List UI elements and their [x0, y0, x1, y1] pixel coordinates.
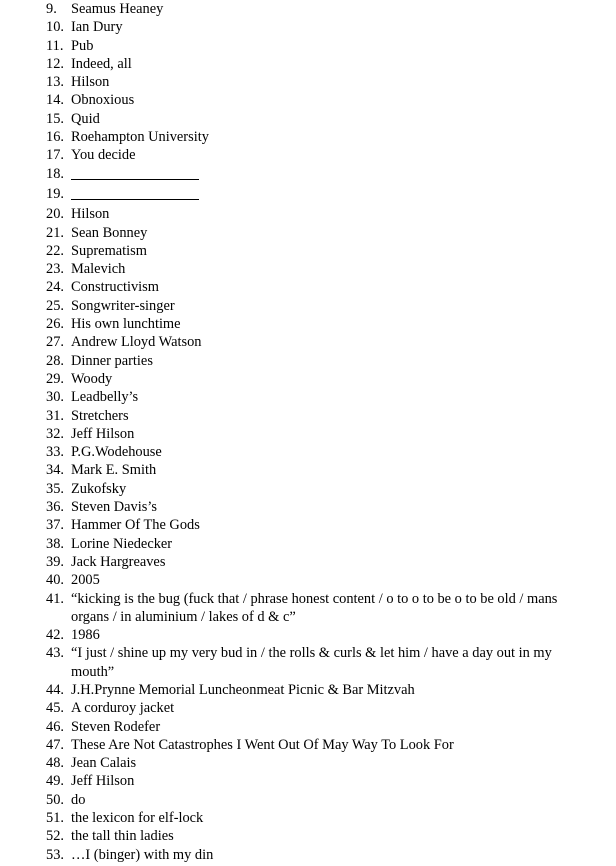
list-item	[0, 590, 616, 627]
item-text: Seamus Heaney	[71, 1, 164, 17]
item-number: 25.	[46, 297, 64, 314]
item-number: 24.	[46, 279, 64, 296]
list-item	[0, 772, 616, 790]
item-number: 45.	[46, 700, 64, 717]
blank-line	[71, 165, 199, 180]
list-item	[0, 224, 616, 242]
item-number: 32.	[46, 425, 64, 442]
list-item	[0, 297, 616, 315]
item-number: 47.	[46, 736, 64, 753]
item-text: Steven Davis’s	[71, 499, 157, 516]
item-text: Leadbelly’s	[71, 389, 139, 406]
list-item	[0, 480, 616, 498]
item-text	[71, 185, 586, 205]
list-item	[0, 55, 616, 73]
item-number: 23.	[46, 261, 64, 278]
list-item	[0, 315, 616, 333]
item-number: 13.	[46, 74, 64, 91]
item-number: 12.	[46, 55, 64, 72]
item-text: 1986	[71, 627, 100, 644]
item-text: Roehampton University	[71, 129, 209, 146]
item-text: Andrew Lloyd Watson	[71, 334, 202, 351]
item-number: 20.	[46, 206, 64, 223]
item-number: 16.	[46, 129, 64, 146]
item-text: Quid	[71, 110, 100, 127]
item-number: 36.	[46, 499, 64, 516]
list-item	[0, 699, 616, 717]
list-item	[0, 443, 616, 461]
item-number: 40.	[46, 572, 64, 589]
item-number: 49.	[46, 773, 64, 790]
item-text: “I just / shine up my very bud in / the rolls & curls & let him / have a day out in my mouth”	[71, 645, 552, 680]
item-number: 19.	[46, 185, 64, 202]
item-text: Sean Bonney	[71, 224, 148, 241]
item-text: Jack Hargreaves	[71, 553, 166, 570]
list-item	[0, 681, 616, 699]
item-number: 41.	[46, 590, 64, 607]
item-text: Zukofsky	[71, 480, 127, 497]
item-text: Lorine Niedecker	[71, 535, 173, 552]
item-number: 48.	[46, 755, 64, 772]
item-number: 43.	[46, 645, 64, 662]
list-item	[0, 809, 616, 827]
item-text: These Are Not Catastrophes I Went Out Of May Way To Look For	[71, 736, 454, 753]
list-item	[0, 846, 616, 864]
item-number: 53.	[46, 846, 64, 863]
list-item	[0, 407, 616, 425]
item-number: 15.	[46, 110, 64, 127]
blank-line	[71, 185, 199, 200]
item-text: Pub	[71, 37, 94, 54]
list-item	[0, 571, 616, 589]
list-item	[0, 0, 616, 18]
list-item	[0, 18, 616, 36]
item-text: Malevich	[71, 261, 126, 278]
item-text: Hilson	[71, 74, 110, 91]
item-number: 30.	[46, 389, 64, 406]
list-item	[0, 128, 616, 146]
item-text: do	[71, 791, 86, 808]
list-item	[0, 352, 616, 370]
item-number: 26.	[46, 316, 64, 333]
list-item	[0, 242, 616, 260]
item-number: 44.	[46, 681, 64, 698]
list-item	[0, 754, 616, 772]
item-number: 33.	[46, 444, 64, 461]
item-number: 18.	[46, 165, 64, 182]
list-item	[0, 165, 616, 185]
list-item	[0, 37, 616, 55]
item-text: the lexicon for elf-lock	[71, 810, 204, 827]
list-item	[0, 644, 616, 681]
list-item	[0, 827, 616, 845]
list-item	[0, 791, 616, 809]
item-text: Hilson	[71, 206, 110, 223]
item-text: His own lunchtime	[71, 316, 181, 333]
list-item	[0, 185, 616, 205]
item-number: 50.	[46, 791, 64, 808]
item-number: 46.	[46, 718, 64, 735]
item-text: “kicking is the bug (fuck that / phrase honest content / o to o to be o to be old / mans organs / in aluminium / lakes of d & c”	[71, 590, 558, 625]
list-item	[0, 736, 616, 754]
item-number: 39.	[46, 553, 64, 570]
item-number: 38.	[46, 535, 64, 552]
list-item	[0, 553, 616, 571]
list-item	[0, 388, 616, 406]
item-number: 10.	[46, 19, 64, 36]
item-text: Woody	[71, 370, 113, 387]
item-number: 31.	[46, 407, 64, 424]
item-number: 22.	[46, 242, 64, 259]
item-text: Indeed, all	[71, 55, 132, 72]
item-number: 28.	[46, 352, 64, 369]
item-text: Mark E. Smith	[71, 462, 157, 479]
list-item	[0, 516, 616, 534]
list-item	[0, 260, 616, 278]
item-number: 37.	[46, 517, 64, 534]
item-number: 21.	[46, 224, 64, 241]
item-text: J.H.Prynne Memorial Luncheonmeat Picnic & Bar Mitzvah	[71, 681, 415, 698]
item-text: Stretchers	[71, 407, 129, 424]
list-item	[0, 718, 616, 736]
item-number: 27.	[46, 334, 64, 351]
item-text: Jeff Hilson	[71, 425, 135, 442]
item-text	[71, 165, 586, 185]
item-number: 52.	[46, 828, 64, 845]
item-number: 29.	[46, 370, 64, 387]
list-item	[0, 91, 616, 109]
item-text: Ian Dury	[71, 19, 123, 36]
item-number: 35.	[46, 480, 64, 497]
item-number: 51.	[46, 810, 64, 827]
item-text: Songwriter-singer	[71, 297, 175, 314]
item-text: …I (binger) with my din	[71, 846, 214, 863]
list-item	[0, 333, 616, 351]
item-text: Dinner parties	[71, 352, 153, 369]
item-number: 17.	[46, 147, 64, 164]
item-text: Suprematism	[71, 242, 147, 259]
item-text: P.G.Wodehouse	[71, 444, 162, 461]
item-text: the tall thin ladies	[71, 828, 174, 845]
item-number: 14.	[46, 92, 64, 109]
list-item	[0, 278, 616, 296]
list-item	[0, 535, 616, 553]
list-item	[0, 73, 616, 91]
item-text: Hammer Of The Gods	[71, 517, 200, 534]
list-item	[0, 205, 616, 223]
item-text: Jean Calais	[71, 755, 137, 772]
item-text: A corduroy jacket	[71, 700, 175, 717]
item-number: 42.	[46, 627, 64, 644]
item-number: 11.	[46, 37, 64, 54]
item-text: 2005	[71, 572, 100, 589]
list-item	[0, 370, 616, 388]
list-item	[0, 110, 616, 128]
list-item	[0, 461, 616, 479]
list-item	[0, 425, 616, 443]
list-item	[0, 498, 616, 516]
item-text: Constructivism	[71, 279, 159, 296]
list-item	[0, 146, 616, 164]
item-text: Steven Rodefer	[71, 718, 161, 735]
list-item	[0, 626, 616, 644]
item-number: 34.	[46, 462, 64, 479]
item-number: 9.	[46, 1, 57, 17]
item-text: You decide	[71, 147, 136, 164]
item-text: Obnoxious	[71, 92, 135, 109]
item-text: Jeff Hilson	[71, 773, 135, 790]
